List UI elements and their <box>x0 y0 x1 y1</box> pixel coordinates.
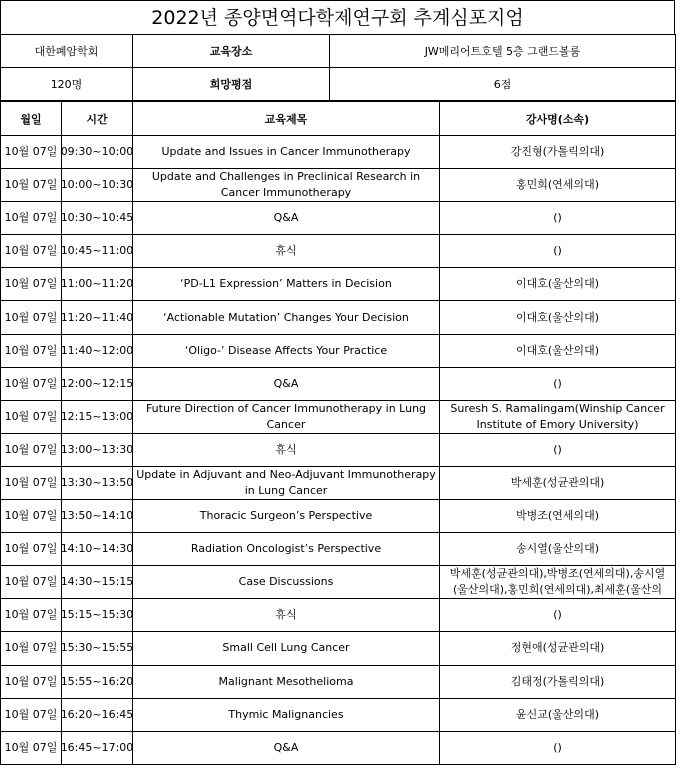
cell-speaker-text: () <box>553 740 562 754</box>
score: 6점 <box>330 68 676 101</box>
cell-speaker-text: 송시열(울산의대) <box>516 542 599 556</box>
header-speaker: 강사명(소속) <box>440 102 676 136</box>
cell-speaker-text: Suresh S. Ramalingam(Winship Cancer Institute of Emory University) <box>450 401 665 431</box>
cell-time <box>62 367 133 400</box>
cell-speaker-text: 강진형(가톨릭의대) <box>510 145 605 159</box>
table-row <box>1 665 676 698</box>
cell-title-text: Update and Issues in Cancer Immunotherapy <box>161 145 411 159</box>
cell-date-text: 10월 07일 <box>4 343 58 357</box>
cell-date <box>1 698 62 731</box>
cell-time-text: 11:20~11:40 <box>60 310 134 324</box>
cell-date <box>1 169 62 202</box>
cell-time-text: 15:30~15:55 <box>60 641 134 655</box>
cell-speaker <box>440 301 676 334</box>
cell-time-text: 10:00~10:30 <box>60 178 134 192</box>
cell-speaker <box>440 136 676 169</box>
table-row <box>1 698 676 731</box>
cell-speaker <box>440 334 676 367</box>
table-row <box>1 235 676 268</box>
table-row <box>1 367 676 400</box>
table-row <box>1 334 676 367</box>
cell-speaker-text: 박병조(연세의대) <box>516 509 599 523</box>
cell-date <box>1 433 62 466</box>
cell-title-text: Thoracic Surgeon’s Perspective <box>199 509 373 523</box>
cell-speaker-text: () <box>553 442 562 456</box>
cell-title-text: Q&A <box>273 740 299 754</box>
cell-date-text: 10월 07일 <box>4 509 58 523</box>
cell-date <box>1 632 62 665</box>
cell-title <box>133 665 440 698</box>
cell-date <box>1 731 62 764</box>
table-row <box>1 169 676 202</box>
cell-date <box>1 235 62 268</box>
cell-time-text: 10:45~11:00 <box>60 244 134 258</box>
cell-title <box>133 202 440 235</box>
cell-date-text: 10월 07일 <box>4 542 58 556</box>
cell-speaker <box>440 731 676 764</box>
cell-speaker-text: 이대호(울산의대) <box>516 343 599 357</box>
cell-time <box>62 334 133 367</box>
table-row <box>1 731 676 764</box>
cell-speaker-text: 윤신교(울산의대) <box>516 707 599 721</box>
table-row <box>1 268 676 301</box>
cell-title <box>133 136 440 169</box>
cell-date-text: 10월 07일 <box>4 740 58 754</box>
cell-time-text: 13:00~13:30 <box>60 442 134 456</box>
cell-speaker <box>440 169 676 202</box>
info-row-score <box>1 68 676 101</box>
cell-speaker-text: 이대호(울산의대) <box>516 310 599 324</box>
cell-speaker-text: 김태정(가톨릭의대) <box>510 674 605 688</box>
cell-date <box>1 268 62 301</box>
cell-speaker <box>440 698 676 731</box>
cell-time <box>62 698 133 731</box>
cell-time-text: 11:40~12:00 <box>60 343 134 357</box>
table-row <box>1 400 676 433</box>
cell-date-text: 10월 07일 <box>4 475 58 489</box>
cell-speaker-text: () <box>553 608 562 622</box>
cell-date-text: 10월 07일 <box>4 211 58 225</box>
cell-time <box>62 466 133 499</box>
header-title: 교육제목 <box>133 102 440 136</box>
schedule-table <box>0 101 676 765</box>
cell-title <box>133 400 440 433</box>
cell-time <box>62 599 133 632</box>
cell-date-text: 10월 07일 <box>4 178 58 192</box>
cell-date-text: 10월 07일 <box>4 641 58 655</box>
cell-date <box>1 301 62 334</box>
cell-speaker-text: () <box>553 211 562 225</box>
cell-time <box>62 301 133 334</box>
cell-time-text: 16:20~16:45 <box>60 707 134 721</box>
cell-date-text: 10월 07일 <box>4 409 58 423</box>
cell-title <box>133 169 440 202</box>
cell-title-text: Radiation Oncologist’s Perspective <box>190 542 382 556</box>
cell-date <box>1 566 62 599</box>
cell-date-text: 10월 07일 <box>4 442 58 456</box>
cell-title <box>133 698 440 731</box>
cell-title <box>133 301 440 334</box>
cell-date-text: 10월 07일 <box>4 608 58 622</box>
cell-title-text: ‘PD-L1 Expression’ Matters in Decision <box>180 277 392 291</box>
cell-speaker <box>440 433 676 466</box>
cell-title <box>133 731 440 764</box>
cell-speaker <box>440 566 676 599</box>
cell-time-text: 09:30~10:00 <box>60 145 134 159</box>
cell-date <box>1 334 62 367</box>
cell-time <box>62 169 133 202</box>
cell-time-text: 13:50~14:10 <box>60 509 134 523</box>
cell-date <box>1 466 62 499</box>
cell-title-text: Update in Adjuvant and Neo-Adjuvant Immunotherapy in Lung Cancer <box>136 467 436 497</box>
cell-date <box>1 136 62 169</box>
table-row <box>1 136 676 169</box>
cell-title <box>133 268 440 301</box>
cell-time-text: 12:15~13:00 <box>60 409 134 423</box>
cell-date <box>1 533 62 566</box>
cell-date-text: 10월 07일 <box>4 674 58 688</box>
header-date: 월일 <box>1 102 62 136</box>
cell-time <box>62 632 133 665</box>
cell-time <box>62 136 133 169</box>
cell-time-text: 12:00~12:15 <box>60 376 134 390</box>
venue-label: 교육장소 <box>133 35 330 68</box>
header-time: 시간 <box>62 102 133 136</box>
table-row <box>1 500 676 533</box>
cell-time <box>62 235 133 268</box>
cell-title <box>133 632 440 665</box>
cell-speaker-text: 박세훈(성균관의대),박병조(연세의대),송시열(울산의대),홍민희(연세의대),최세훈(울산의 <box>449 567 666 597</box>
cell-date-text: 10월 07일 <box>4 310 58 324</box>
cell-speaker <box>440 235 676 268</box>
cell-speaker-text: () <box>553 244 562 258</box>
capacity: 120명 <box>1 68 133 101</box>
cell-speaker <box>440 367 676 400</box>
cell-speaker <box>440 665 676 698</box>
cell-title-text: Q&A <box>273 376 299 390</box>
cell-speaker <box>440 268 676 301</box>
cell-time-text: 15:15~15:30 <box>60 608 134 622</box>
cell-title <box>133 500 440 533</box>
cell-time <box>62 566 133 599</box>
cell-speaker-text: () <box>553 376 562 390</box>
cell-time <box>62 665 133 698</box>
cell-title <box>133 466 440 499</box>
cell-date <box>1 367 62 400</box>
cell-title-text: Malignant Mesothelioma <box>218 674 354 688</box>
cell-title-text: Update and Challenges in Preclinical Research in Cancer Immunotherapy <box>151 170 421 200</box>
cell-time-text: 13:30~13:50 <box>60 475 134 489</box>
cell-time <box>62 400 133 433</box>
cell-speaker-text: 홍민희(연세의대) <box>516 178 599 192</box>
cell-title-text: Future Direction of Cancer Immunotherapy in Lung Cancer <box>145 401 427 431</box>
cell-time-text: 11:00~11:20 <box>60 277 134 291</box>
table-row <box>1 301 676 334</box>
cell-title <box>133 566 440 599</box>
table-row <box>1 433 676 466</box>
page-title: 2022년 종양면역다학제연구회 추계심포지엄 <box>0 0 675 34</box>
cell-title <box>133 599 440 632</box>
cell-title-text: Case Discussions <box>238 575 334 589</box>
table-row <box>1 533 676 566</box>
cell-date <box>1 599 62 632</box>
schedule-header <box>1 102 676 136</box>
cell-date <box>1 400 62 433</box>
cell-date-text: 10월 07일 <box>4 376 58 390</box>
cell-speaker <box>440 632 676 665</box>
cell-title-text: ‘Oligo-’ Disease Affects Your Practice <box>184 343 388 357</box>
info-table <box>0 34 676 101</box>
cell-speaker <box>440 202 676 235</box>
cell-title <box>133 367 440 400</box>
cell-title <box>133 334 440 367</box>
cell-speaker <box>440 500 676 533</box>
cell-time <box>62 268 133 301</box>
cell-time <box>62 500 133 533</box>
cell-title-text: Thymic Malignancies <box>228 707 344 721</box>
cell-date <box>1 202 62 235</box>
organizer: 대한폐암학회 <box>1 35 133 68</box>
cell-speaker <box>440 533 676 566</box>
cell-title <box>133 533 440 566</box>
table-row <box>1 632 676 665</box>
cell-speaker <box>440 599 676 632</box>
table-row <box>1 202 676 235</box>
cell-time-text: 14:10~14:30 <box>60 542 134 556</box>
cell-speaker-text: 박세훈(성균관의대) <box>510 475 605 489</box>
cell-date-text: 10월 07일 <box>4 707 58 721</box>
cell-title-text: 휴식 <box>275 442 297 456</box>
cell-date-text: 10월 07일 <box>4 575 58 589</box>
cell-date-text: 10월 07일 <box>4 277 58 291</box>
cell-speaker <box>440 466 676 499</box>
cell-time <box>62 202 133 235</box>
cell-title <box>133 235 440 268</box>
cell-title-text: Q&A <box>273 211 299 225</box>
cell-time-text: 16:45~17:00 <box>60 740 134 754</box>
cell-date <box>1 665 62 698</box>
cell-time <box>62 731 133 764</box>
cell-title-text: ‘Actionable Mutation’ Changes Your Decision <box>163 310 409 324</box>
cell-speaker-text: 이대호(울산의대) <box>516 277 599 291</box>
cell-time-text: 15:55~16:20 <box>60 674 134 688</box>
table-row <box>1 599 676 632</box>
cell-date-text: 10월 07일 <box>4 145 58 159</box>
cell-time-text: 14:30~15:15 <box>60 575 134 589</box>
cell-time <box>62 533 133 566</box>
venue: JW메리어트호텔 5층 그랜드볼룸 <box>330 35 676 68</box>
cell-title <box>133 433 440 466</box>
cell-title-text: 휴식 <box>275 244 297 258</box>
cell-date <box>1 500 62 533</box>
table-row <box>1 466 676 499</box>
schedule-body <box>1 136 676 765</box>
cell-title-text: Small Cell Lung Cancer <box>222 641 350 655</box>
cell-date-text: 10월 07일 <box>4 244 58 258</box>
cell-speaker-text: 정현애(성균관의대) <box>510 641 605 655</box>
info-row-venue <box>1 35 676 68</box>
cell-time <box>62 433 133 466</box>
cell-time-text: 10:30~10:45 <box>60 211 134 225</box>
cell-title-text: 휴식 <box>275 608 297 622</box>
score-label: 희망평점 <box>133 68 330 101</box>
table-row <box>1 566 676 599</box>
cell-speaker <box>440 400 676 433</box>
